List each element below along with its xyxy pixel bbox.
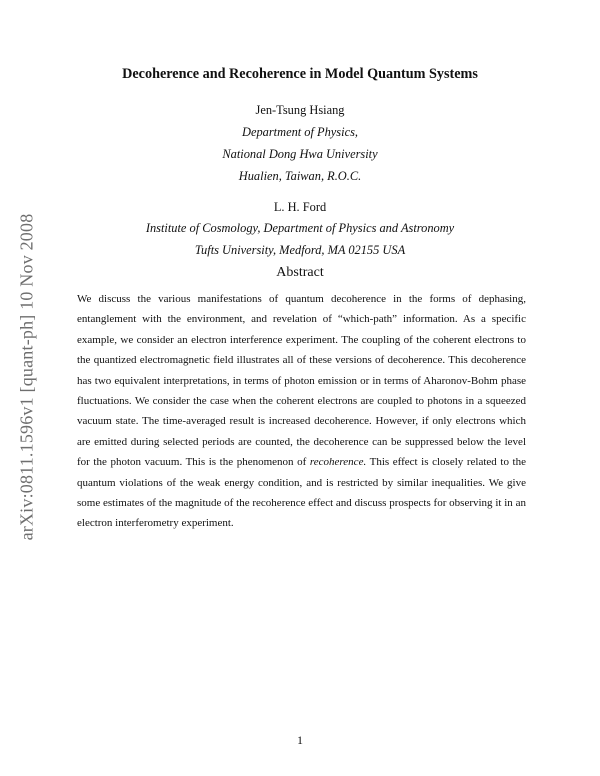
abstract-text: We discuss the various manifestations of quantum decoherence in the forms of dephasing, entanglement with the environment, and revelation of “which-path” information. As a specific example, we consider an electron interference experiment. The coupling of the coherent electrons to the quantized electromagnetic field illustrates all of these versions of decoherence. This decoherence has two equivalent interpretations, in terms of photon emission or in terms of Aharonov-Bohm phase fluctuations. We consider the case when the coherent electrons are coupled to photons in a squeezed vacuum state. The time-averaged result is increased decoherence. However, if only electrons which are emitted during selected periods are counted, the decoherence can be suppressed below the level for the photon vacuum. This is the phenomenon of [77,293,526,469]
abstract-body [77,289,526,534]
abstract-text: This effect is closely related to the quantum violations of the weak energy condition, and is restricted by similar inequalities. We give some estimates of the magnitude of the recoherence effect and discuss prospects for observing it in an electron interferometry experiment. [77,456,526,530]
author-affiliation-line: National Dong Hwa University [222,147,378,161]
author-affiliation-line: Department of Physics, [242,125,358,139]
abstract-emphasis: recoherence. [309,456,367,469]
arxiv-identifier: arXiv:0811.1596v1 [quant-ph] 10 Nov 2008 [16,213,37,541]
page-number: 1 [297,733,303,747]
abstract-heading: Abstract [276,265,324,280]
author-affiliation-line: Tufts University, Medford, MA 02155 USA [194,243,406,257]
author-affiliation-line: Institute of Cosmology, Department of Physics and Astronomy [145,221,455,235]
paper-title: Decoherence and Recoherence in Model Quantum Systems [122,66,478,82]
author-name: L. H. Ford [273,200,327,214]
arxiv-side-stamp [14,182,40,572]
author-affiliation-line: Hualien, Taiwan, R.O.C. [238,169,362,183]
author-name: Jen-Tsung Hsiang [255,103,345,117]
